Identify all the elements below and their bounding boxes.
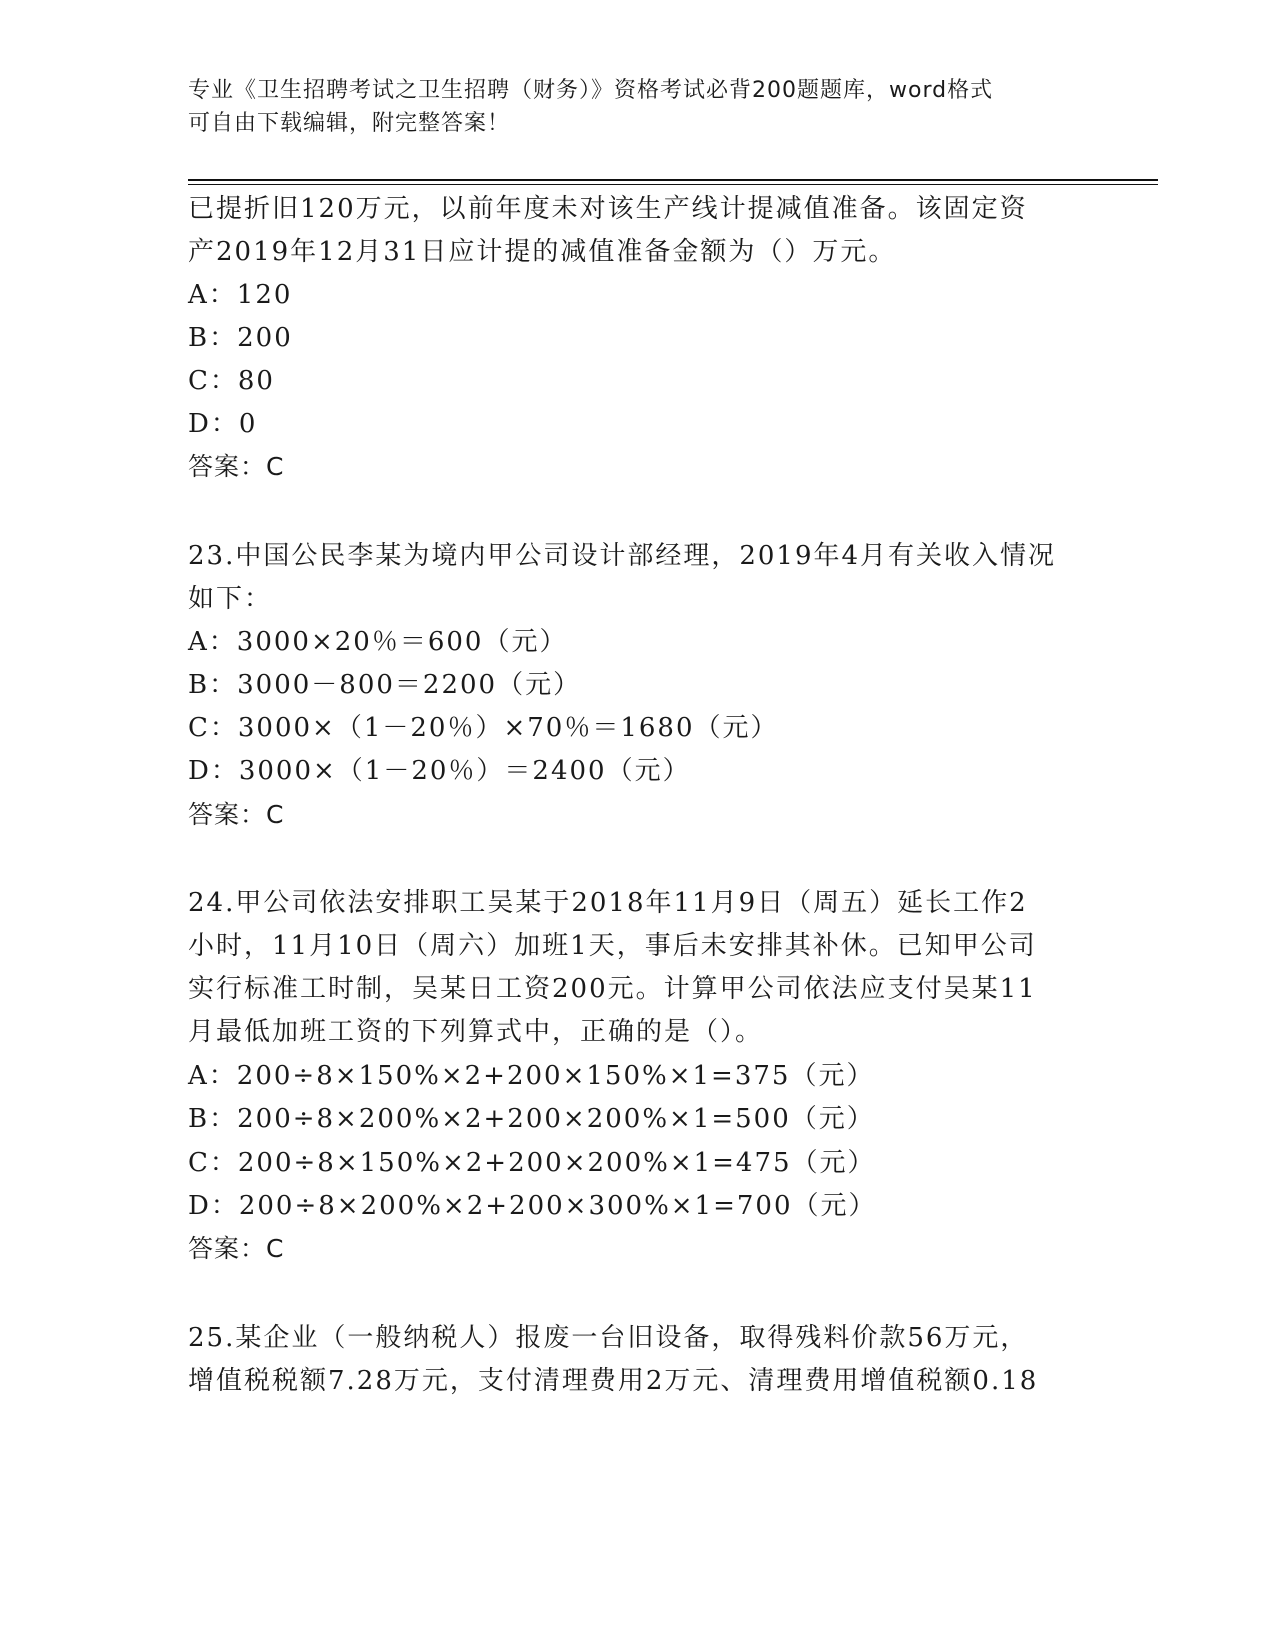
q24-text-line-1: 24.甲公司依法安排职工吴某于2018年11月9日（周五）延长工作2: [188, 888, 1028, 918]
q22-text-line-2: 产2019年12月31日应计提的减值准备金额为（）万元。: [188, 237, 897, 267]
q24-text-line-4: 月最低加班工资的下列算式中，正确的是（）。: [188, 1017, 764, 1047]
q22-option-a: A：120: [188, 280, 293, 310]
header-line-2: 可自由下载编辑，附完整答案！: [188, 111, 511, 136]
q23-option-a: A：3000×20％＝600（元）: [188, 627, 568, 657]
header-line-1: 专业《卫生招聘考试之卫生招聘（财务）》资格考试必背200题题库，word格式: [188, 78, 994, 103]
q25-text-line-1: 25.某企业（一般纳税人）报废一台旧设备，取得残料价款56万元，: [188, 1323, 1029, 1353]
header-divider-thin: [188, 184, 1158, 185]
q25-text-line-2: 增值税税额7.28万元，支付清理费用2万元、清理费用增值税额0.18: [188, 1366, 1039, 1396]
q23-option-b: B：3000－800＝2200（元）: [188, 670, 582, 700]
q23-text-line-2: 如下：: [188, 584, 273, 614]
q24-option-c: C：200÷8×150%×2+200×200%×1=475（元）: [188, 1148, 876, 1178]
q23-text-line-1: 23.中国公民李某为境内甲公司设计部经理，2019年4月有关收入情况: [188, 541, 1057, 571]
q24-answer: 答案：C: [188, 1234, 285, 1263]
q24-text-line-3: 实行标准工时制，吴某日工资200元。计算甲公司依法应支付吴某11: [188, 974, 1037, 1004]
q22-option-d: D：0: [188, 409, 258, 439]
document-header: [188, 74, 1088, 140]
q24-text-line-2: 小时，11月10日（周六）加班1天，事后未安排其补休。已知甲公司: [188, 931, 1037, 961]
header-divider-thick: [188, 179, 1158, 181]
q22-option-c: C：80: [188, 366, 275, 396]
q24-option-a: A：200÷8×150%×2+200×150%×1=375（元）: [188, 1061, 875, 1091]
q22-option-b: B：200: [188, 323, 293, 353]
q23-option-d: D：3000×（1－20％）＝2400（元）: [188, 756, 691, 786]
q24-option-b: B：200÷8×200%×2+200×200%×1=500（元）: [188, 1104, 875, 1134]
q22-text-line-1: 已提折旧120万元，以前年度未对该生产线计提减值准备。该固定资: [188, 194, 1028, 224]
q22-answer: 答案：C: [188, 452, 285, 481]
q23-option-c: C：3000×（1－20％）×70％＝1680（元）: [188, 713, 779, 743]
q23-answer: 答案：C: [188, 800, 285, 829]
q24-option-d: D：200÷8×200%×2+200×300%×1=700（元）: [188, 1191, 877, 1221]
